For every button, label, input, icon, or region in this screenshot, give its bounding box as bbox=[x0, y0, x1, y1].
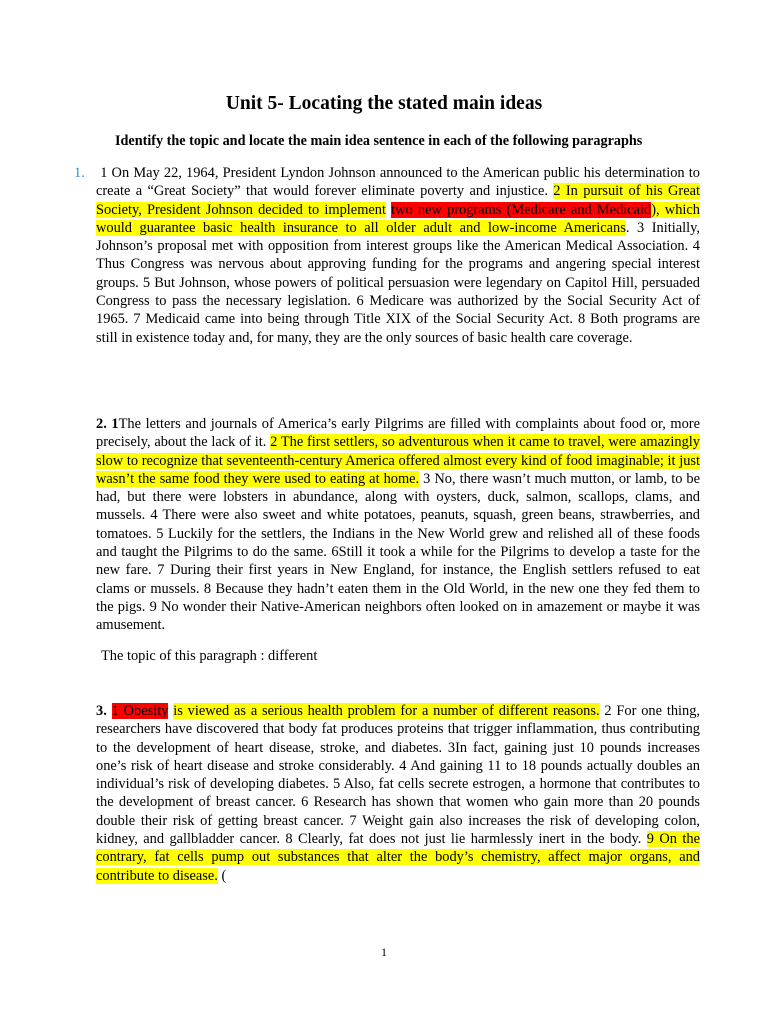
paragraph-3-main-idea: is viewed as a serious health problem for a number of different reasons. bbox=[173, 703, 600, 719]
paragraph-1-topic-highlight: two new programs (Medicare and Medicaid bbox=[391, 201, 652, 218]
paragraph-1-period: . bbox=[625, 219, 630, 236]
paragraph-2-main-idea: 2 The first settlers, so adventurous when it came to travel, were amazingly slow to recognize that seventeenth-century America offered almost every kind of food imaginable; it just wasn’t the same food they were used to eating at home. bbox=[96, 434, 700, 487]
paragraph-2-rest: 3 No, there wasn’t much mutton, or lamb, to be had, but there were lobsters in abundance, along with oysters, duck, salmon, scallops, clams, and mussels. 4 There were also sweet and white potatoes, peanuts, squash, green beans, strawberries, and tomatoes. 5 Luckily for the settlers, the Indians in the New World grew and relished all of these foods and taught the Pilgrims to do the same. 6Still it took a while for the Pilgrims to develop a taste for the new fare. 7 During their first years in New England, for instance, the English settlers refused to eat clams or mussels. 8 Because they hadn’t eaten them in the Old World, in the new one they fed them to the pigs. 9 No wonder their Native-American neighbors often looked on in amazement or maybe it was amusement. bbox=[96, 470, 700, 634]
page-title: Unit 5- Locating the stated main ideas bbox=[225, 93, 543, 114]
paragraph-2 bbox=[96, 415, 700, 635]
instructions: Identify the topic and locate the main idea sentence in each of the following paragraphs bbox=[115, 133, 643, 149]
paragraph-3-number: 3. bbox=[96, 703, 107, 719]
page-number: 1 bbox=[381, 945, 387, 959]
paragraph-3-topic-highlight: 1 Obesity bbox=[111, 703, 169, 719]
paragraph-1-main-idea-start: 2 In pursuit of his Great Society, President Johnson decided to implement bbox=[96, 183, 700, 218]
paragraph-3-tail: ( bbox=[221, 867, 227, 884]
paragraph-3-middle: 2 For one thing, researchers have discovered that body fat produces proteins that trigger inflammation, thus contributing to the development of heart disease, stroke, and diabetes. 3In fact, gaining just 10 pounds increases one’s risk of heart disease and stroke considerably. 4 And gaining 11 to 18 pounds actually doubles an individual’s risk of developing diabetes. 5 Also, fat cells secrete estrogen, a hormone that contributes to the development of breast cancer. 6 Research has shown that women who gain more than 20 pounds double their risk of getting breast cancer. 7 Weight gain also increases the risk of developing colon, kidney, and gallbladder cancer. 8 Clearly, fat does not just lie harmlessly inert in the body. bbox=[96, 703, 700, 848]
paragraph-1-number: 1. bbox=[74, 165, 85, 181]
paragraph-3 bbox=[96, 702, 700, 885]
paragraph-1-sentence-1: 1 On May 22, 1964, President Lyndon Johnson announced to the American public his determination to create a “Great Society” that would forever eliminate poverty and injustice. bbox=[96, 165, 700, 200]
topic-line: The topic of this paragraph : different bbox=[101, 648, 318, 664]
paragraph-1-main-idea-end: ), which would guarantee basic health insurance to all older adult and low-income Americans bbox=[96, 201, 700, 236]
paragraph-2-number: 2. 1 bbox=[96, 416, 119, 432]
paragraph-2-sentence-1: The letters and journals of America’s early Pilgrims are filled with complaints about food or, more precisely, about the lack of it. bbox=[96, 416, 700, 451]
paragraph-1-rest: 3 Initially, Johnson’s proposal met with opposition from interest groups like the American Medical Association. 4 Thus Congress was nervous about approving funding for the programs and angering special interest groups. 5 But Johnson, whose powers of political persuasion were legendary on Capitol Hill, persuaded Congress to pass the necessary legislation. 6 Medicare was authorized by the Social Security Act of 1965. 7 Medicaid came into being through Title XIX of the Social Security Act. 8 Both programs are still in existence today and, for many, they are the only sources of basic health care coverage. bbox=[96, 219, 700, 346]
paragraph-1 bbox=[74, 164, 700, 347]
paragraph-3-sentence-9: 9 On the contrary, fat cells pump out substances that alter the body’s chemistry, affect major organs, and contribute to disease. bbox=[96, 831, 700, 884]
